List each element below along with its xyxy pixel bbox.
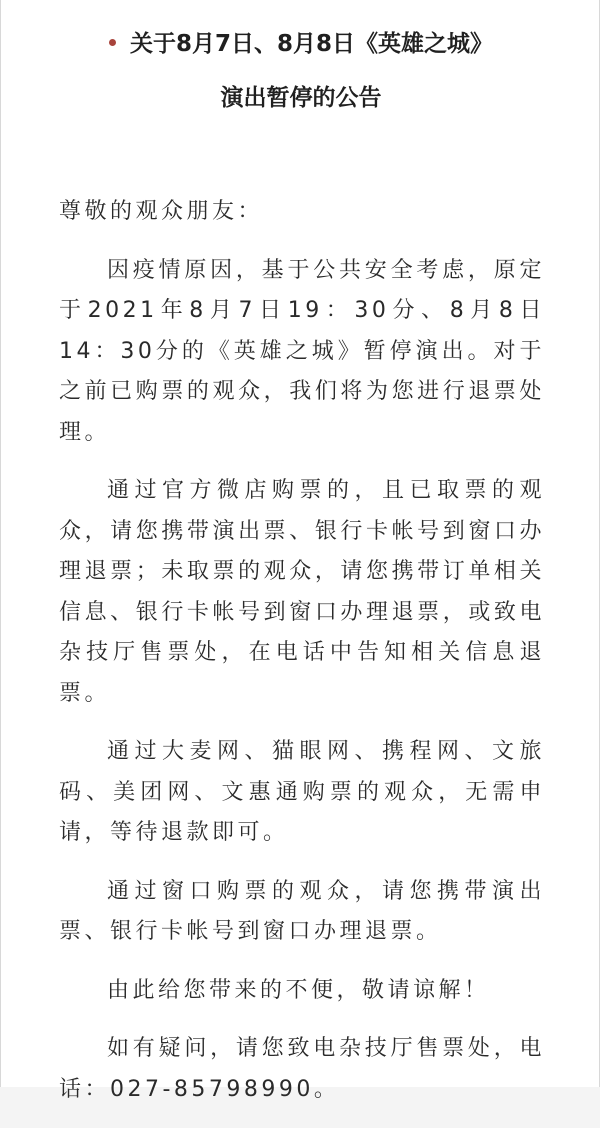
paragraph-third-party: 通过大麦网、猫眼网、携程网、文旅码、美团网、文惠通购票的观众，无需申请，等待退款即可。 [59, 739, 545, 845]
paragraph-notice: 因疫情原因，基于公共安全考虑，原定于2021年8月7日19：30分、8月8日14：30分的《英雄之城》暂停演出。对于之前已购票的观众，我们将为您进行退票处理。 [59, 257, 545, 445]
paragraph-contact: 如有疑问，请您致电杂技厅售票处，电话：027-85798990。 [59, 1036, 545, 1102]
paragraph-apology: 由此给您带来的不便，敬请谅解！ [107, 977, 490, 1003]
greeting: 尊敬的观众朋友： [59, 199, 264, 224]
title-text-line1: 关于8月7日、8月8日《英雄之城》 [129, 31, 493, 57]
announcement-title-line2: 演出暂停的公告 [220, 85, 382, 111]
announcement-title-line1 [1, 30, 600, 58]
bullet-dot-icon [109, 39, 116, 46]
announcement-body [59, 192, 545, 1128]
paragraph-wechat-store: 通过官方微店购票的，且已取票的观众，请您携带演出票、银行卡帐号到窗口办理退票；未取票的观众，请您携带订单相关信息、银行卡帐号到窗口办理退票，或致电杂技厅售票处，在电话中告知相关信息退票。 [59, 478, 545, 706]
paragraph-window: 通过窗口购票的观众，请您携带演出票、银行卡帐号到窗口办理退票。 [59, 878, 545, 944]
